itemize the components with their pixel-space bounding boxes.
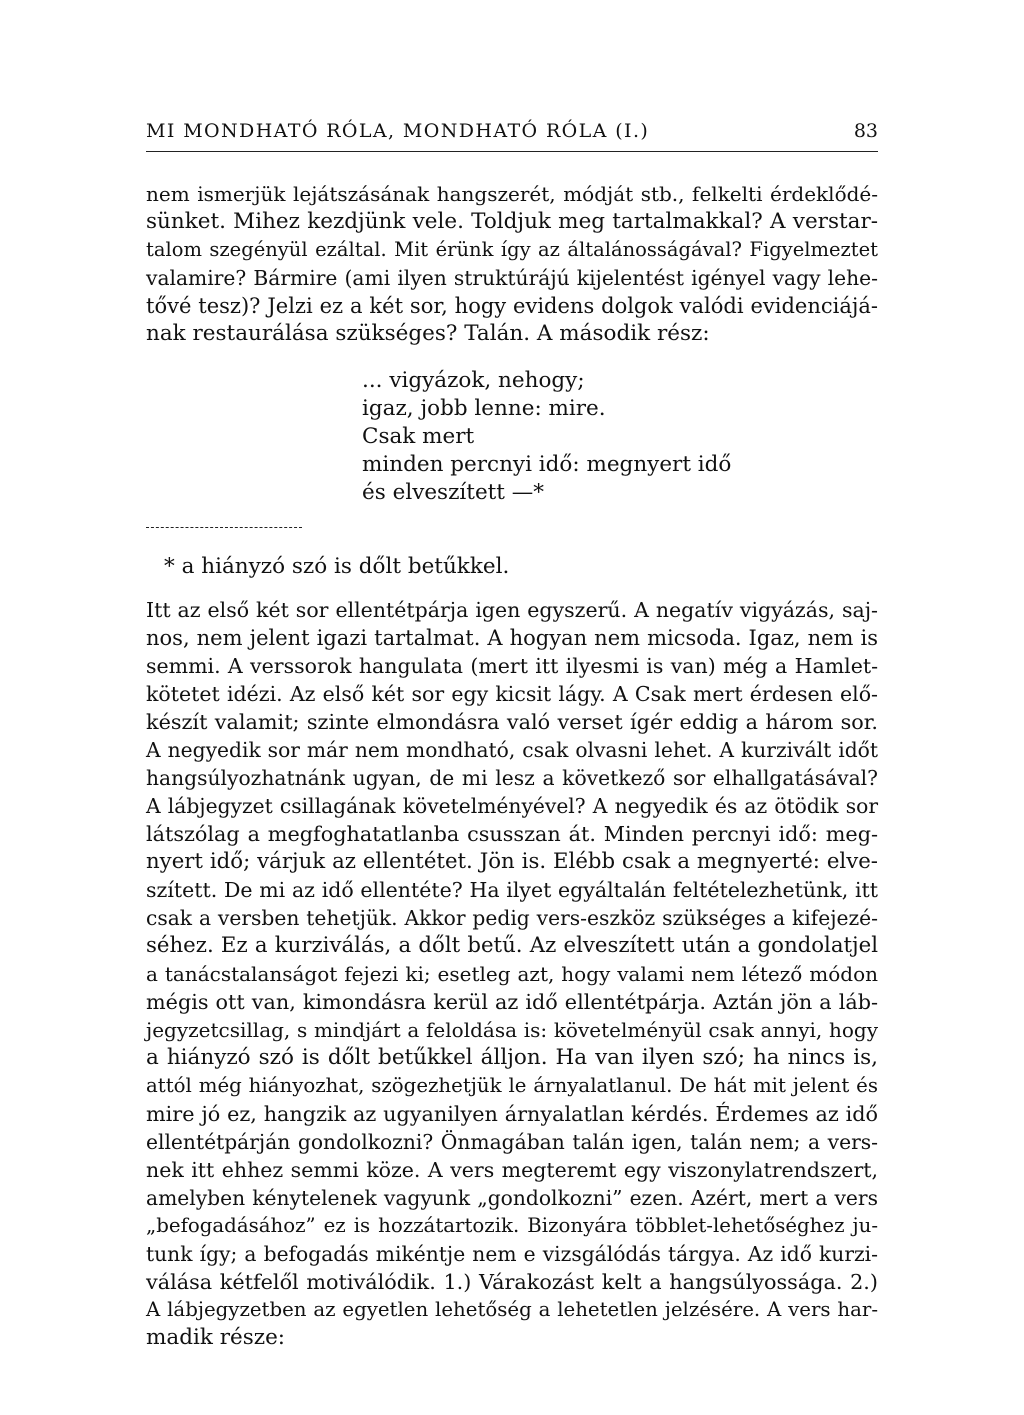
page-number: 83 xyxy=(853,120,878,142)
text-line: kötetet idézi. Az első két sor egy kicsit lágy. A Csak mert érdesen elő- xyxy=(146,682,878,706)
text-line: készít valamit; szinte elmondásra való verset ígér eddig a három sor. xyxy=(146,710,878,734)
text-line: nek itt ehhez semmi köze. A vers megteremt egy viszonylatrendszert, xyxy=(146,1158,878,1182)
text-line: Itt az első két sor ellentétpárja igen egyszerű. A negatív vigyázás, saj- xyxy=(146,598,878,622)
text-line: jegyzetcsillag, s mindjárt a feloldása is: követelményül csak annyi, hogy xyxy=(146,1018,878,1042)
text-line: madik része: xyxy=(146,1325,286,1350)
poem-line: ... vigyázok, nehogy; xyxy=(362,368,585,393)
text-line: a hiányzó szó is dőlt betűkkel álljon. Ha van ilyen szó; ha nincs is, xyxy=(146,1045,878,1070)
text-line: talom szegényül ezáltal. Mit érünk így az általánosságával? Figyelmeztet xyxy=(146,238,878,261)
text-line: válása kétfelől motiválódik. 1.) Várakozást kelt a hangsúlyossága. 2.) xyxy=(146,1270,878,1294)
text-line: semmi. A verssorok hangulata (mert itt ilyesmi is van) még a Hamlet- xyxy=(146,654,878,678)
poem-line: és elveszített —* xyxy=(362,480,545,505)
text-line: csak a versben tehetjük. Akkor pedig vers-eszköz szükséges a kifejezé- xyxy=(146,906,878,930)
text-line: nyert idő; várjuk az ellentétet. Jön is. Elébb csak a megnyerté: elve- xyxy=(146,849,878,874)
text-line: szített. De mi az idő ellentéte? Ha ilyet egyáltalán feltételezhetünk, itt xyxy=(146,878,878,902)
header-rule xyxy=(146,151,878,152)
text-line: séhez. Ez a kurziválás, a dőlt betű. Az elveszített után a gondolatjel xyxy=(146,933,878,958)
footnote: * a hiányzó szó is dőlt betűkkel. xyxy=(164,554,510,579)
text-line: látszólag a megfoghatatlanba csusszan át. Minden percnyi idő: meg- xyxy=(146,822,878,846)
text-line: mégis ott van, kimondásra kerül az idő ellentétpárja. Aztán jön a láb- xyxy=(146,990,878,1014)
text-line: tővé tesz)? Jelzi ez a két sor, hogy evidens dolgok valódi evidenciájá- xyxy=(146,294,878,318)
text-line: amelyben kénytelenek vagyunk „gondolkozni” ezen. Azért, mert a vers xyxy=(146,1186,878,1210)
text-line: ellentétpárján gondolkozni? Önmagában talán igen, talán nem; a vers- xyxy=(146,1130,878,1154)
footnote-rule xyxy=(146,527,302,528)
text-line: nem ismerjük lejátszásának hangszerét, módját stb., felkelti érdeklődé- xyxy=(146,182,878,206)
text-line: nak restaurálása szükséges? Talán. A második rész: xyxy=(146,321,710,346)
text-line: tunk így; a befogadás mikéntje nem e vizsgálódás tárgya. Az idő kurzi- xyxy=(146,1242,878,1266)
text-line: mire jó ez, hangzik az ugyanilyen árnyalatlan kérdés. Érdemes az idő xyxy=(146,1102,878,1126)
running-head xyxy=(146,120,878,152)
poem-line: Csak mert xyxy=(362,424,475,449)
poem-line: igaz, jobb lenne: mire. xyxy=(362,396,606,421)
text-line: attól még hiányozhat, szögezhetjük le árnyalatlanul. De hát mit jelent és xyxy=(146,1074,878,1097)
running-title: MI MONDHATÓ RÓLA, MONDHATÓ RÓLA (I.) xyxy=(146,120,650,142)
text-line: hangsúlyozhatnánk ugyan, de mi lesz a következő sor elhallgatásával? xyxy=(146,766,878,790)
text-line: valamire? Bármire (ami ilyen struktúrájú kijelentést igényel vagy lehe- xyxy=(146,266,878,290)
text-line: A negyedik sor már nem mondható, csak olvasni lehet. A kurzivált időt xyxy=(146,738,878,762)
text-line: „befogadásához” ez is hozzátartozik. Bizonyára többlet-lehetőséghez ju- xyxy=(146,1214,878,1237)
text-line: a tanácstalanságot fejezi ki; esetleg azt, hogy valami nem létező módon xyxy=(146,962,878,986)
text-line: nos, nem jelent igazi tartalmat. A hogyan nem micsoda. Igaz, nem is xyxy=(146,626,878,650)
poem-line: minden percnyi idő: megnyert idő xyxy=(362,452,732,477)
text-line: A lábjegyzet csillagának követelményével? A negyedik és az ötödik sor xyxy=(146,794,878,818)
text-line: A lábjegyzetben az egyetlen lehetőség a lehetetlen jelzésére. A vers har- xyxy=(146,1298,878,1321)
text-line: sünket. Mihez kezdjünk vele. Toldjuk meg tartalmakkal? A verstar- xyxy=(146,209,878,234)
